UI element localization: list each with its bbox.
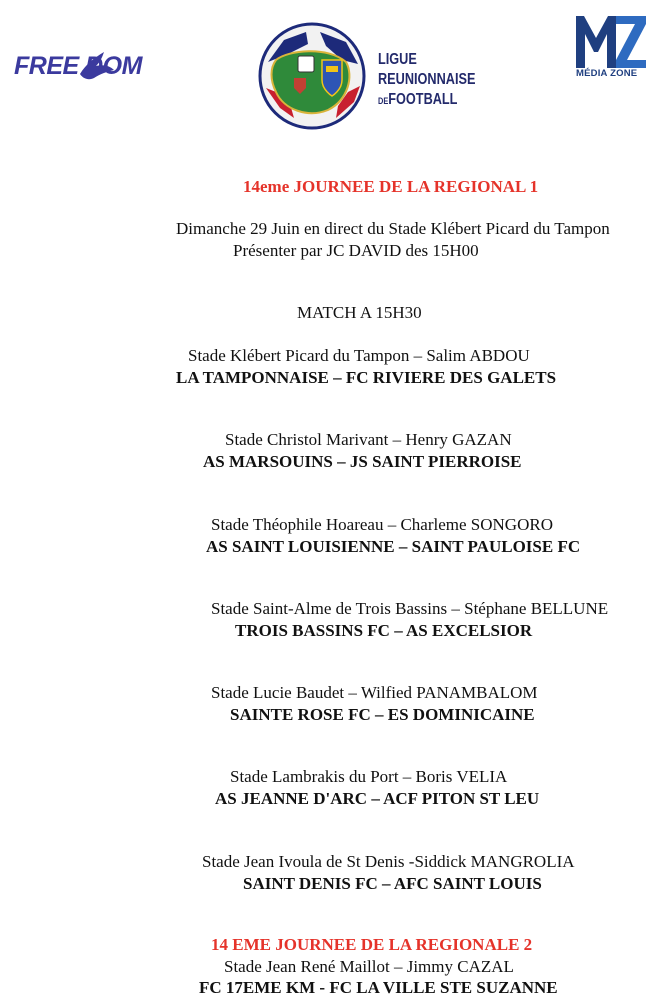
- mz-logo-caption: MÉDIA ZONE: [576, 68, 638, 79]
- fixture-stade: Stade Jean René Maillot – Jimmy CAZAL: [224, 957, 514, 976]
- fixture-match: SAINTE ROSE FC – ES DOMINICAINE: [230, 705, 535, 724]
- fixture-match: FC 17EME KM - FC LA VILLE STE SUZANNE: [199, 978, 558, 997]
- presenter-info: Présenter par JC DAVID des 15H00: [233, 241, 479, 260]
- football-emblem-icon: [254, 20, 372, 132]
- fixture-stade: Stade Klébert Picard du Tampon – Salim ABDOU: [188, 346, 530, 365]
- fixture-match: AS SAINT LOUISIENNE – SAINT PAULOISE FC: [206, 537, 581, 556]
- lrf-logo-prefix: DE: [378, 96, 389, 106]
- fixture-stade: Stade Christol Marivant – Henry GAZAN: [225, 430, 512, 449]
- freedom-logo-text: FREE DOM: [14, 52, 142, 80]
- regional2-title: 14 EME JOURNEE DE LA REGIONALE 2: [211, 935, 533, 954]
- fixture-stade: Stade Lambrakis du Port – Boris VELIA: [230, 767, 508, 786]
- fixture-stade: Stade Jean Ivoula de St Denis -Siddick MANGROLIA: [202, 852, 575, 871]
- lrf-logo-line1: LIGUE: [378, 51, 417, 68]
- media-zone-mark-icon: [574, 12, 648, 70]
- fixture-stade: Stade Saint-Alme de Trois Bassins – Stéphane BELLUNE: [211, 599, 609, 618]
- fixture-stade: Stade Lucie Baudet – Wilfied PANAMBALOM: [211, 683, 538, 702]
- fixture-match: LA TAMPONNAISE – FC RIVIERE DES GALETS: [176, 368, 557, 387]
- fixture-match: SAINT DENIS FC – AFC SAINT LOUIS: [243, 874, 542, 893]
- regional1-title: 14eme JOURNEE DE LA REGIONAL 1: [243, 177, 539, 196]
- lrf-logo-line3: FOOTBALL: [388, 91, 458, 108]
- fixture-match: AS MARSOUINS – JS SAINT PIERROISE: [203, 452, 522, 471]
- broadcast-info: Dimanche 29 Juin en direct du Stade Klébert Picard du Tampon: [176, 219, 610, 238]
- dove-icon: [74, 44, 118, 88]
- fixture-match: TROIS BASSINS FC – AS EXCELSIOR: [235, 621, 533, 640]
- lrf-logo-line2: REUNIONNAISE: [378, 71, 476, 88]
- fixture-match: AS JEANNE D'ARC – ACF PITON ST LEU: [215, 789, 540, 808]
- kickoff-time: MATCH A 15H30: [297, 303, 422, 322]
- fixture-stade: Stade Théophile Hoareau – Charleme SONGORO: [211, 515, 553, 534]
